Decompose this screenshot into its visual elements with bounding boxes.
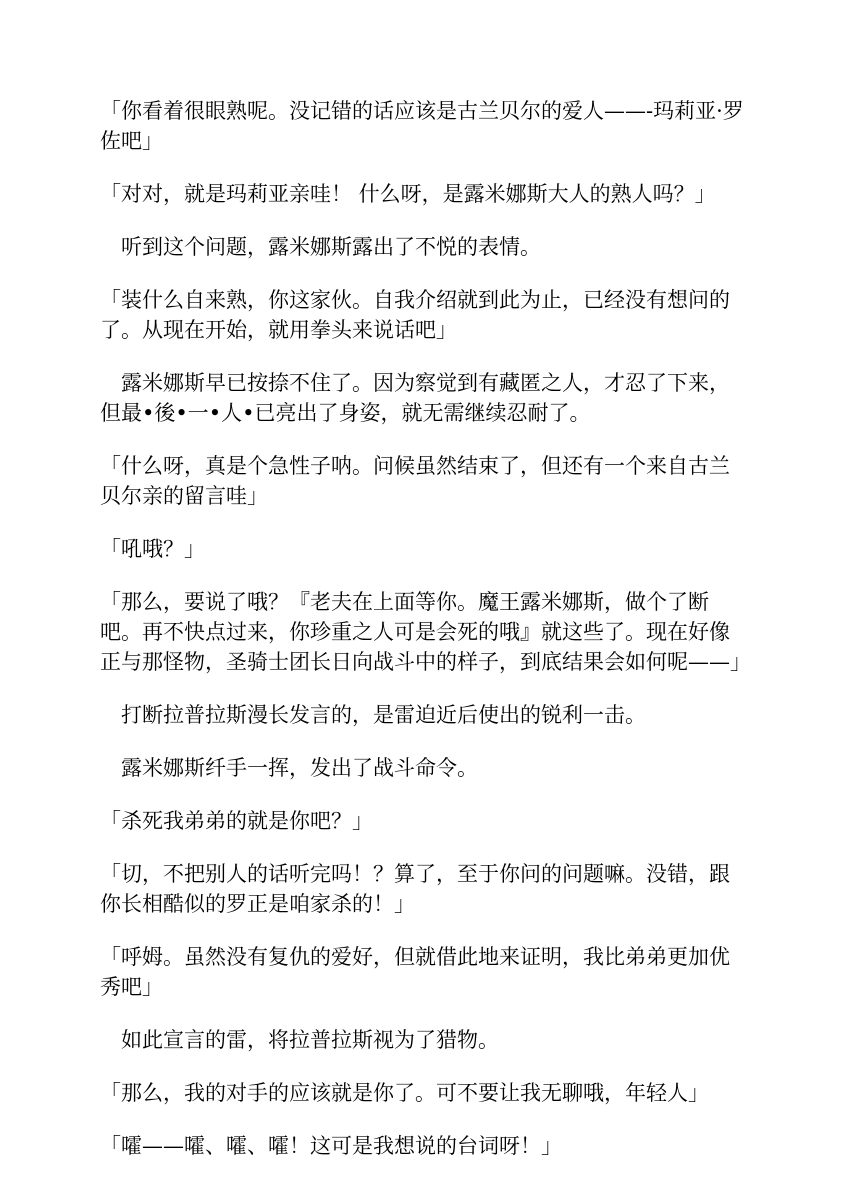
paragraph-dialogue: 「那么，我的对手的应该就是你了。可不要让我无聊哦，年轻人」 xyxy=(100,1081,709,1105)
paragraph-dialogue: 「切，不把别人的话听完吗！？算了，至于你问的问题嘛。没错，跟你长相酷似的罗正是咱家杀的！」 xyxy=(100,862,730,916)
document-page xyxy=(100,96,750,1184)
paragraph-narration: 如此宣言的雷，将拉普拉斯视为了猎物。 xyxy=(121,1028,499,1052)
paragraph-dialogue: 「杀死我弟弟的就是你吧？」 xyxy=(100,809,373,833)
paragraph-dialogue: 「呼姆。虽然没有复仇的爱好，但就借此地来证明，我比弟弟更加优秀吧」 xyxy=(100,945,730,999)
paragraph-narration: 打断拉普拉斯漫长发言的，是雷迫近后使出的锐利一击。 xyxy=(121,703,646,727)
paragraph-narration: 露米娜斯早已按捺不住了。因为察觉到有藏匿之人，才忍了下来，但最•後•一•人•已亮出了身姿，就无需继续忍耐了。 xyxy=(100,371,730,425)
paragraph-dialogue: 「对对，就是玛莉亚亲哇！ 什么呀，是露米娜斯大人的熟人吗？」 xyxy=(100,182,716,206)
paragraph-dialogue: 「嚯——嚯、嚯、嚯！这可是我想说的台词呀！」 xyxy=(100,1134,562,1158)
paragraph-dialogue: 「那么，要说了哦？『老夫在上面等你。魔王露米娜斯，做个了断吧。再不快点过来，你珍重之人可是会死的哦』就这些了。现在好像正与那怪物，圣骑士团长日向战斗中的样子，到底结果会如何呢——」 xyxy=(100,590,751,674)
paragraph-dialogue: 「什么呀，真是个急性子呐。问候虽然结束了，但还有一个来自古兰贝尔亲的留言哇」 xyxy=(100,454,730,508)
paragraph-narration: 听到这个问题，露米娜斯露出了不悦的表情。 xyxy=(121,235,541,259)
paragraph-dialogue: 「你看着很眼熟呢。没记错的话应该是古兰贝尔的爱人——-玛莉亚·罗佐吧」 xyxy=(100,99,744,153)
paragraph-narration: 露米娜斯纤手一挥，发出了战斗命令。 xyxy=(121,756,478,780)
paragraph-dialogue: 「吼哦？」 xyxy=(100,537,205,561)
paragraph-dialogue: 「装什么自来熟，你这家伙。自我介绍就到此为止，已经没有想问的了。从现在开始，就用拳头来说话吧」 xyxy=(100,288,730,342)
